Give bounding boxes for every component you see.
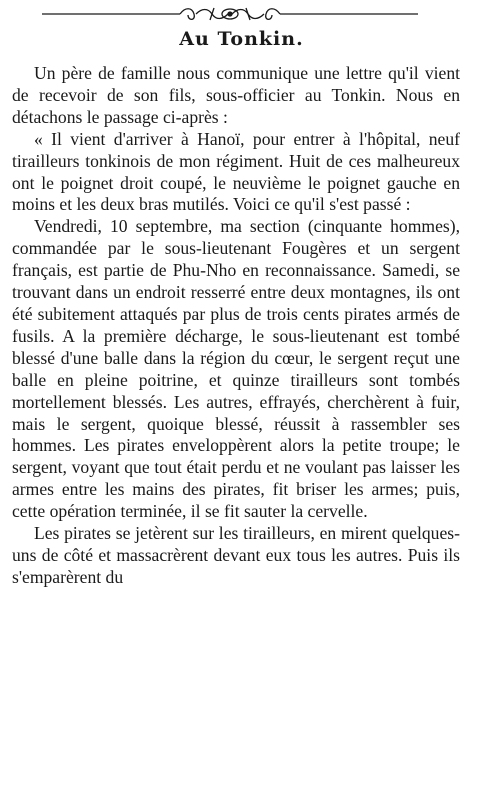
article-title: Au Tonkin.	[179, 28, 304, 50]
scroll-rule-ornament-icon	[40, 4, 420, 24]
article-body	[12, 63, 460, 589]
article-paragraph: Vendredi, 10 septembre, ma section (cinquante hommes), commandée par le sous-lieutenant Fougères et un sergent français, est partie de Phu-Nho en reconnaissance. Samedi, se trouvant dans un endroit resserré entre deux montagnes, ils ont été subitement attaqués par plus de trois cents pirates armés de fusils. A la première décharge, le sous-lieutenant est tombé blessé d'une balle dans la région du cœur, le sergent reçut une balle en pleine poitrine, et quinze tirailleurs sont tombés mortellement blessés. Les autres, effrayés, cherchèrent à fuir, mais le sergent, quoique blessé, réussit à rassembler ses hommes. Les pirates enveloppèrent alors la petite troupe; le sergent, voyant que tout était perdu et ne voulant pas laisser les armes entre les mains des pirates, fit briser les armes; puis, cette opération terminée, il se fit sauter la cervelle.	[12, 216, 460, 522]
article-paragraph: « Il vient d'arriver à Hanoï, pour entrer à l'hôpital, neuf tirailleurs tonkinois de mon régiment. Huit de ces malheureux ont le poignet droit coupé, le neuvième le poignet gauche en moins et les deux bras mutilés. Voici ce qu'il s'est passé :	[12, 128, 460, 215]
article-paragraph: Les pirates se jetèrent sur les tirailleurs, en mirent quelques-uns de côté et massacrèrent devant eux tous les autres. Puis ils s'emparèrent du	[12, 523, 460, 587]
article-paragraph: Un père de famille nous communique une lettre qu'il vient de recevoir de son fils, sous-officier au Tonkin. Nous en détachons le passage ci-après :	[12, 63, 460, 127]
